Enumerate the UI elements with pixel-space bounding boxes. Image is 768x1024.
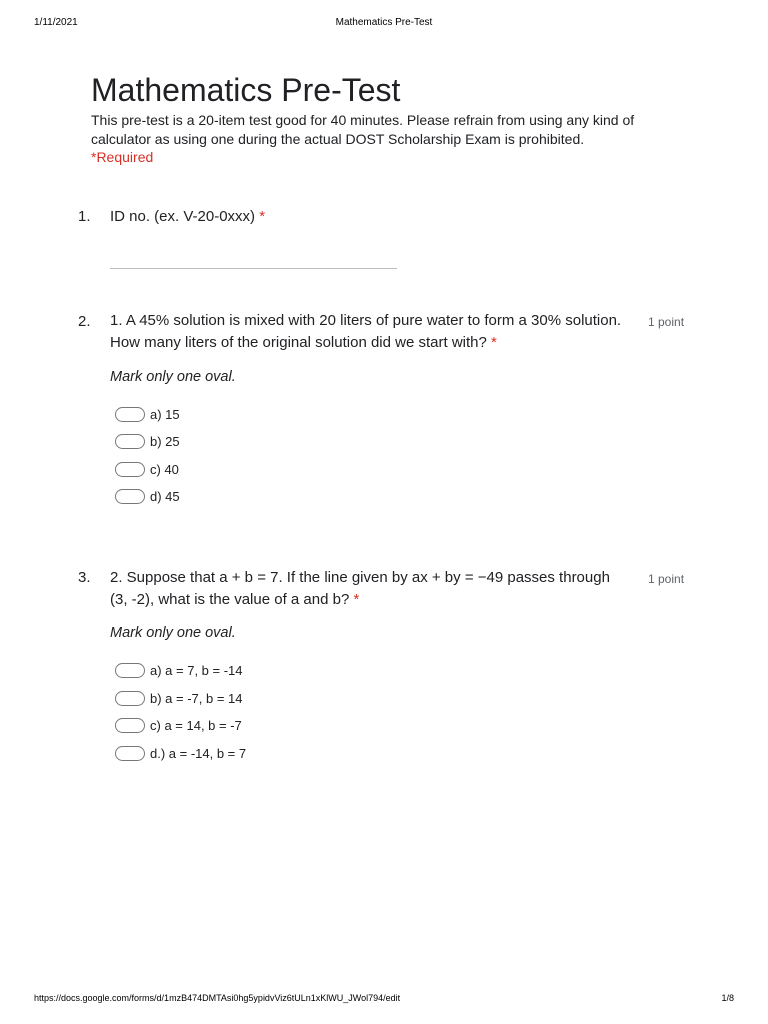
print-header [0, 17, 768, 31]
option-label: c) a = 14, b = -7 [150, 717, 242, 733]
option-label: a) 15 [150, 406, 180, 422]
radio-oval[interactable] [115, 489, 145, 504]
option-d[interactable] [115, 487, 180, 505]
question-number: 3. [78, 569, 91, 586]
question-number: 1. [78, 208, 91, 225]
radio-oval[interactable] [115, 663, 145, 678]
radio-oval[interactable] [115, 407, 145, 422]
required-note: *Required [91, 149, 154, 165]
required-asterisk: * [259, 208, 266, 225]
option-label: d) 45 [150, 488, 180, 504]
print-title: Mathematics Pre-Test [335, 17, 433, 28]
option-c[interactable] [115, 460, 179, 478]
option-d[interactable] [115, 744, 246, 762]
option-label: b) a = -7, b = 14 [150, 690, 243, 706]
required-asterisk: * [491, 334, 497, 351]
option-b[interactable] [115, 689, 243, 707]
question-text-label: 1. A 45% solution is mixed with 20 liters of pure water to form a 30% solution. How many liters of the original solution did we start with? [110, 312, 622, 351]
question-number: 2. [78, 313, 91, 330]
radio-oval[interactable] [115, 691, 145, 706]
option-a[interactable] [115, 661, 243, 679]
mark-only-one-note: Mark only one oval. [110, 369, 236, 385]
required-asterisk: * [353, 591, 360, 608]
option-b[interactable] [115, 432, 180, 450]
option-label: d.) a = -14, b = 7 [150, 745, 247, 761]
radio-oval[interactable] [115, 434, 145, 449]
option-label: a) a = 7, b = -14 [150, 662, 243, 678]
question-points: 1 point [648, 315, 685, 329]
question-text-label: ID no. (ex. V-20-0xxx) [110, 208, 256, 225]
radio-oval[interactable] [115, 746, 145, 761]
form-description: This pre-test is a 20-item test good for 40 minutes. Please refrain from using any kind of calculator as using one during the actual DOST Scholarship Exam is prohibited. [91, 112, 635, 147]
question-text-label: 2. Suppose that a + b = 7. If the line given by ax + by = −49 passes through (3, -2), what is the value of a and b? [110, 569, 610, 608]
radio-oval[interactable] [115, 462, 145, 477]
option-a[interactable] [115, 405, 180, 423]
question-text [110, 567, 630, 611]
print-date: 1/11/2021 [34, 17, 78, 28]
option-label: c) 40 [150, 461, 179, 477]
id-answer-field[interactable] [110, 268, 397, 269]
option-label: b) 25 [150, 433, 180, 449]
question-points: 1 point [648, 572, 685, 586]
question-text [110, 310, 630, 354]
question-text [110, 206, 630, 228]
print-url: https://docs.google.com/forms/d/1mzB474DMTAsi0hg5ypidvViz6tULn1xKlWU_JWol794/edit [34, 993, 401, 1003]
mark-only-one-note: Mark only one oval. [110, 625, 236, 641]
form-title: Mathematics Pre-Test [91, 72, 401, 108]
radio-oval[interactable] [115, 718, 145, 733]
option-c[interactable] [115, 716, 242, 734]
page-number: 1/8 [721, 993, 734, 1003]
